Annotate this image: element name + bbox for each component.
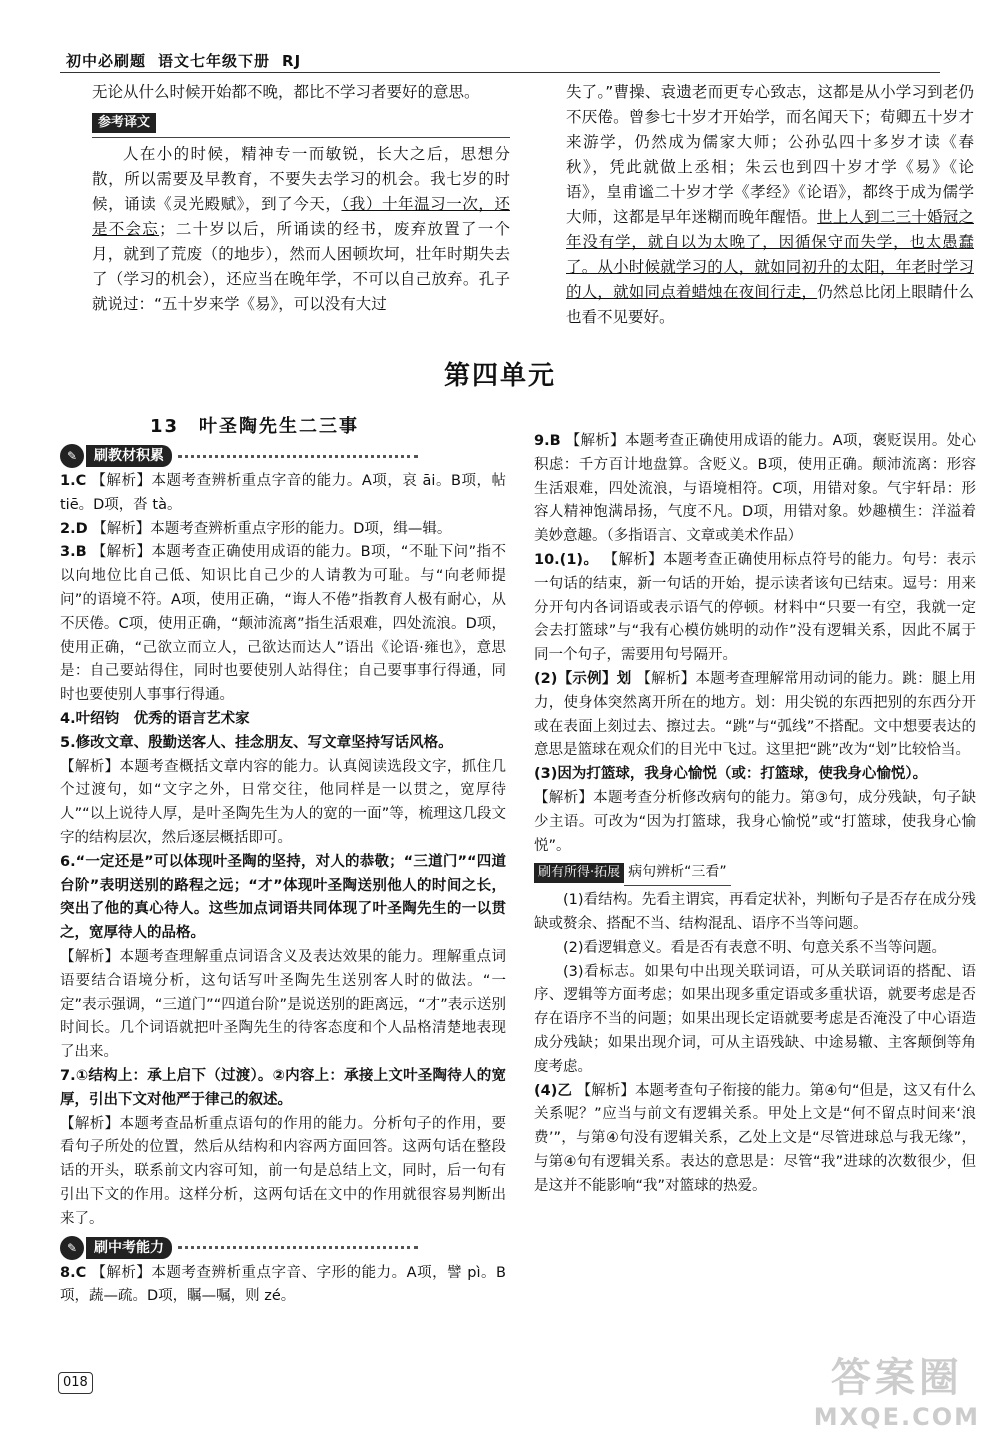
answer-3 [60, 541, 506, 708]
answer-5: 5.修改文章、殷勤送客人、挂念朋友、写文章坚持写话风格。 [60, 734, 453, 751]
extension-point-2: (2)看逻辑意义。看是否有表意不明、句意关系不当等问题。 [563, 939, 947, 956]
answer-3-key: 3.B [60, 544, 87, 561]
right-answer-column [534, 430, 976, 1199]
answer-10-2-text: 【解析】本题考查理解常用动词的能力。跳：腿上用力，使身体突然离开所在的地方。划：用尖锐的东西把别的东西分开或在表面上刻过去、擦过去。“跳”与“弧线”不搭配。文中想要表达的意思是篮球在观众们的目光中飞过。这里把“跳”改为“划”比较恰当。 [534, 670, 977, 759]
answer-6: 6.“一定还是”可以体现叶圣陶的坚持，对人的恭敬；“三道门”“四道台阶”表明送别的路程之远；“才”体现叶圣陶送别他人的时间之长，突出了他的真心待人。这些加点词语共同体现了叶圣陶先生的一以贯之，宽厚待人的品格。 [60, 853, 506, 942]
top-left-column [92, 80, 510, 317]
page-number: 018 [58, 1372, 93, 1394]
answer-5-analysis: 【解析】本题考查概括文章内容的能力。认真阅读选段文字，抓住几个过渡句，如“文字之外，日常交往，他同样是一以贯之，宽厚待人”“以上说待人厚，是叶圣陶先生为人的宽的一面”等，梳理这几段文字的结构层次，然后逐层概括即可。 [60, 758, 506, 846]
top-left-line1: 无论从什么时候开始都不晚，都比不学习者要好的意思。 [92, 83, 480, 101]
extension-point-1: (1)看结构。先看主谓宾，再看定状补，判断句子是否存在成分残缺或赘余、搭配不当、结构混乱、语序不当等问题。 [534, 892, 976, 932]
translation-tag-line [92, 109, 510, 138]
translation-cont-a: 失了。”曹操、袁遗老而更专心致志，这都是从小学习到老仍不厌倦。曾参七十岁才开始学，而名闻天下；荀卿五十岁才来游学，仍然成为儒家大师；公孙弘四十多岁才读《春秋》，凭此就做上丞相；朱云也到四十岁才学《易》《论语》，皇甫谧二十岁才学《孝经》《论语》，都终于成为儒学大师，这都是早年迷糊而晚年醒悟。 [566, 83, 974, 226]
section-badge-textbook [60, 444, 418, 468]
answer-10-1 [534, 549, 976, 668]
section-badge-label: 刷教材积累 [86, 445, 172, 467]
answer-10-4-key: (4)乙 [534, 1082, 572, 1099]
translation-text-underlined: （我）十年温习一次，还是不会忘 [92, 195, 510, 238]
unit-title: 第四单元 [443, 361, 556, 391]
answer-2-key: 2.D [60, 520, 88, 537]
left-answer-column [60, 440, 506, 1309]
brush-icon: ✎ [60, 444, 84, 468]
dotted-divider [178, 455, 418, 458]
answer-1-key: 1.C [60, 473, 87, 489]
translation-cont-b: 仍然总比闭上眼睛什么也看不见要好。 [566, 283, 974, 326]
answer-8-key: 8.C [60, 1264, 87, 1281]
translation-cont-underlined: 世上人到二三十婚冠之年没有学，就自以为太晚了，因循保守而失学，也太愚蠢了。从小时候就学习的人，就如同初升的太阳，年老时学习的人，就如同点着蜡烛在夜间行走， [566, 208, 974, 301]
answer-1-text: 【解析】本题考查辨析重点字音的能力。A项，哀 āi。B项，帖 tiē。D项，沓 tà。 [60, 473, 507, 513]
top-right-column [566, 80, 974, 330]
series-name: 初中必刷题 [66, 52, 147, 70]
extension-tag: 刷有所得·拓展 [534, 863, 624, 883]
answer-9-text: 【解析】本题考查正确使用成语的能力。A项，褒贬误用。处心积虑：千方百计地盘算。含贬义。B项，使用正确。颠沛流离：形容生活艰难，四处流浪，与语境相符。C项，用错对象。气宇轩昂：形容人精神饱满昂扬，气度不凡。D项，用错对象。妙趣横生：洋溢着美妙意趣。（多指语言、文章或美术作品） [534, 433, 977, 545]
lesson-title: 13 叶圣陶先生二三事 [150, 416, 360, 437]
answer-10-3: (3)因为打篮球，我身心愉悦（或：打篮球，使我身心愉悦）。 [534, 766, 928, 783]
page-header [66, 50, 301, 71]
answer-1 [60, 470, 506, 518]
watermark-logo: 答案圈 [830, 1355, 963, 1401]
answer-9 [534, 430, 976, 549]
answer-10-1-text: 【解析】本题考查正确使用标点符号的能力。句号：表示一句话的结束，新一句话的开始，提示读者该句已结束。逗号：用来分开句内各词语或表示语气的停顿。材料中“只要一有空，我就一定会去打篮球”与“我有心模仿姚明的动作”没有逻辑关系，因此不属于同一个句子，需要用句号隔开。 [534, 551, 977, 664]
header-divider [60, 72, 940, 73]
dotted-divider [178, 1246, 418, 1249]
subject-name: 语文七年级下册 [158, 52, 271, 70]
watermark-url: MXQE.COM [813, 1403, 980, 1431]
section-badge-exam [60, 1236, 418, 1260]
answer-10-2 [534, 668, 976, 763]
translation-text-a: 人在小的时候，精神专一而敏锐，长大之后，思想分散，所以需要及早教育，不要失去学习的机会。我七岁的时候，诵读《灵光殿赋》，到了今天， [92, 145, 510, 213]
answer-6-analysis: 【解析】本题考查理解重点词语含义及表达效果的能力。理解重点词语要结合语境分析，这句话写叶圣陶先生送别客人时的做法。“一定”表示强调，“三道门”“四道台阶”是说送别的距离远，“才”表示送别时间长。几个词语就把叶圣陶先生的待客态度和个人品格清楚地表现了出来。 [60, 948, 506, 1061]
answer-9-key: 9.B [534, 433, 561, 449]
extension-point-3: (3)看标志。如果句中出现关联词语，可从关联词语的搭配、语序、逻辑等方面考虑；如果出现多重定语或多重状语，就要考虑是否存在语序不当的问题；如果出现长定语就要考虑是否淹没了中心语造成分残缺；如果出现介词，可从主语残缺、中途易辙、主客颠倒等角度考虑。 [534, 963, 976, 1075]
answer-7: 7.①结构上：承上启下（过渡）。②内容上：承接上文叶圣陶待人的宽厚，引出下文对他严于律己的叙述。 [60, 1067, 506, 1108]
brush-icon: ✎ [60, 1236, 84, 1260]
answer-7-analysis: 【解析】本题考查品析重点语句的作用的能力。分析句子的作用，要看句子所处的位置，然后从结构和内容两方面回答。这两句话在整段话的开头，联系前文内容可知，前一句是总结上文，同时，后一句有引出下文的作用。这样分析，这两句话在文中的作用就很容易判断出来了。 [60, 1115, 506, 1227]
edition-label: RJ [282, 52, 302, 70]
answer-10-1-key: 10.(1)。 [534, 551, 599, 568]
translation-text-b: ；二十岁以后，所诵读的经书，废弃放置了一个月，就到了荒废（的地步），然而人困顿坎坷，壮年时期失去了（学习的机会），还应当在晚年学，不可以自己放弃。孔子就说过：“五十岁来学《易》，可以没有大过 [92, 220, 510, 313]
extension-header [534, 861, 976, 886]
answer-4: 4.叶绍钧 优秀的语言艺术家 [60, 710, 250, 727]
answer-10-4 [534, 1080, 976, 1199]
answer-8-text: 【解析】本题考查辨析重点字音、字形的能力。A项，譬 pì。B项，蔬—疏。D项，瞩—嘱，则 zé。 [60, 1264, 506, 1305]
section-badge-label: 刷中考能力 [86, 1237, 172, 1259]
translation-tag: 参考译文 [92, 113, 156, 133]
answer-10-2-key: (2)【示例】划 [534, 670, 632, 687]
answer-2 [60, 518, 506, 542]
top-right-paragraph [566, 80, 974, 330]
answer-10-4-text: 【解析】本题考查句子衔接的能力。第④句“但是，这又有什么关系呢？”应当与前文有逻辑关系。甲处上文是“何不留点时间来‘浪费’”，与第④句没有逻辑关系，乙处上文是“尽管进球总与我无缘”，与第④句有逻辑关系。表达的意思是：尽管“我”进球的次数很少，但是这并不能影响“我”对篮球的热爱。 [534, 1082, 977, 1194]
answer-2-text: 【解析】本题考查辨析重点字形的能力。D项，缉—辑。 [92, 520, 452, 537]
watermark [814, 1346, 980, 1431]
translation-paragraph [92, 142, 510, 317]
extension-title: 病句辨析“三看” [624, 861, 731, 886]
answer-8 [60, 1262, 506, 1310]
answer-3-text: 【解析】本题考查正确使用成语的能力。B项，“不耻下问”指不以向地位比自己低、知识比自己少的人请教为可耻。与“向老师提问”的语境不符。A项，使用正确，“诲人不倦”指教育人极有耐心，从不厌倦。C项，使用正确，“颠沛流离”指生活艰难，四处流浪。D项，使用正确，“己欲立而立人，己欲达而达人”语出《论语·雍也》，意思是：自己要站得住，同时也要使别人站得住；自己要事事行得通，同时也要使别人事事行得通。 [60, 544, 506, 704]
answer-10-3-analysis: 【解析】本题考查分析修改病句的能力。第③句，成分残缺，句子缺少主语。可改为“因为打篮球，我身心愉悦”或“打篮球，使我身心愉悦”。 [534, 789, 976, 854]
